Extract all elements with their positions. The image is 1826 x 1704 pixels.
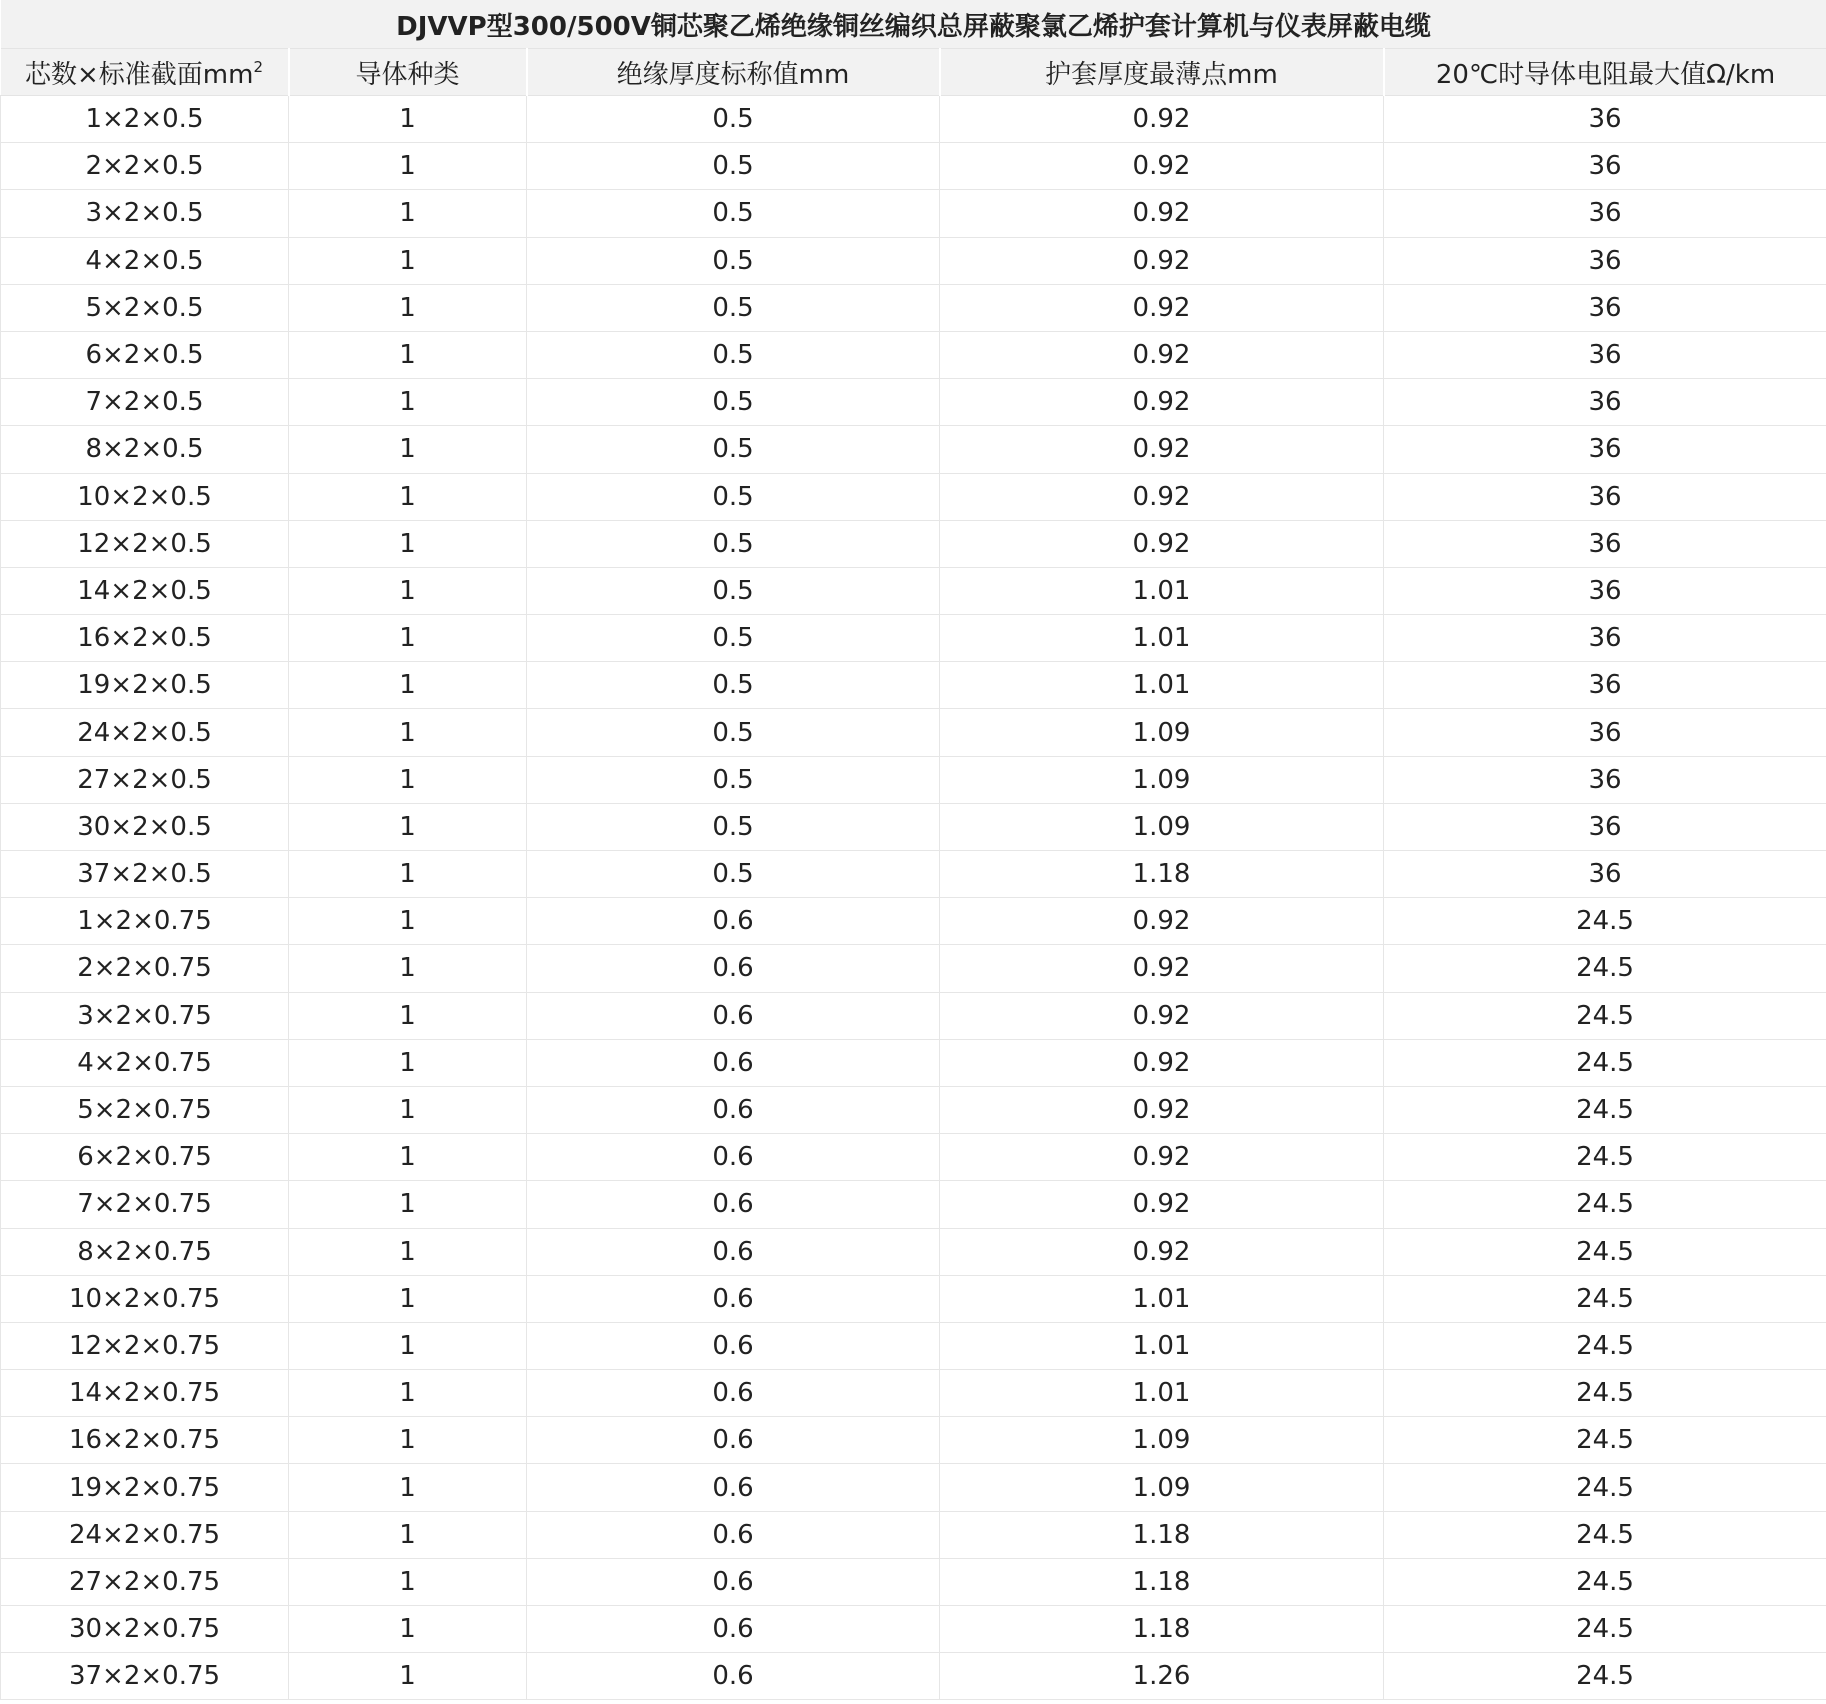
cell-insulation-thickness: 0.6: [527, 1275, 940, 1322]
cell-core-section: 4×2×0.75: [1, 1039, 289, 1086]
table-row: [1, 473, 1826, 520]
cell-conductor-resistance: 36: [1384, 284, 1826, 331]
header-row: [1, 49, 1826, 96]
cell-sheath-thickness: 1.18: [940, 1511, 1384, 1558]
header-core-section-superscript: 2: [253, 57, 263, 76]
cell-sheath-thickness: 0.92: [940, 379, 1384, 426]
cell-insulation-thickness: 0.5: [527, 331, 940, 378]
cell-conductor-type: 1: [289, 1511, 527, 1558]
cell-insulation-thickness: 0.5: [527, 190, 940, 237]
table-row: [1, 237, 1826, 284]
cell-conductor-type: 1: [289, 1181, 527, 1228]
cell-conductor-resistance: 24.5: [1384, 945, 1826, 992]
cell-conductor-type: 1: [289, 520, 527, 567]
cell-conductor-resistance: 24.5: [1384, 1086, 1826, 1133]
cell-sheath-thickness: 1.18: [940, 1606, 1384, 1653]
cell-conductor-resistance: 24.5: [1384, 1653, 1826, 1700]
table-row: [1, 567, 1826, 614]
cell-core-section: 37×2×0.5: [1, 851, 289, 898]
cell-insulation-thickness: 0.6: [527, 1558, 940, 1605]
cell-sheath-thickness: 1.01: [940, 1275, 1384, 1322]
cell-conductor-resistance: 24.5: [1384, 1322, 1826, 1369]
cell-core-section: 10×2×0.75: [1, 1275, 289, 1322]
table-row: [1, 1275, 1826, 1322]
cell-insulation-thickness: 0.5: [527, 520, 940, 567]
cell-core-section: 24×2×0.5: [1, 709, 289, 756]
cell-core-section: 16×2×0.5: [1, 615, 289, 662]
cell-conductor-resistance: 24.5: [1384, 898, 1826, 945]
cell-conductor-type: 1: [289, 284, 527, 331]
header-conductor-resistance: 20℃时导体电阻最大值Ω/km: [1384, 49, 1826, 96]
cell-insulation-thickness: 0.5: [527, 473, 940, 520]
cell-sheath-thickness: 0.92: [940, 96, 1384, 143]
cell-conductor-resistance: 24.5: [1384, 1558, 1826, 1605]
table-row: [1, 662, 1826, 709]
cell-core-section: 7×2×0.75: [1, 1181, 289, 1228]
cell-conductor-type: 1: [289, 190, 527, 237]
cell-conductor-resistance: 36: [1384, 567, 1826, 614]
cell-core-section: 19×2×0.75: [1, 1464, 289, 1511]
cell-sheath-thickness: 1.18: [940, 1558, 1384, 1605]
cell-sheath-thickness: 0.92: [940, 1039, 1384, 1086]
cell-core-section: 3×2×0.5: [1, 190, 289, 237]
cell-insulation-thickness: 0.6: [527, 1181, 940, 1228]
cell-core-section: 12×2×0.5: [1, 520, 289, 567]
table-row: [1, 1322, 1826, 1369]
cell-sheath-thickness: 0.92: [940, 473, 1384, 520]
cell-conductor-type: 1: [289, 615, 527, 662]
cell-sheath-thickness: 1.09: [940, 803, 1384, 850]
header-insulation-thickness: 绝缘厚度标称值mm: [527, 49, 940, 96]
cell-sheath-thickness: 1.01: [940, 567, 1384, 614]
cell-conductor-resistance: 24.5: [1384, 1228, 1826, 1275]
cell-conductor-type: 1: [289, 756, 527, 803]
cell-insulation-thickness: 0.5: [527, 709, 940, 756]
cell-conductor-type: 1: [289, 1086, 527, 1133]
cell-core-section: 19×2×0.5: [1, 662, 289, 709]
cell-insulation-thickness: 0.6: [527, 1464, 940, 1511]
table-row: [1, 1653, 1826, 1700]
table-row: [1, 1606, 1826, 1653]
cell-insulation-thickness: 0.5: [527, 567, 940, 614]
cell-core-section: 30×2×0.75: [1, 1606, 289, 1653]
header-sheath-thickness: 护套厚度最薄点mm: [940, 49, 1384, 96]
cell-conductor-resistance: 24.5: [1384, 1417, 1826, 1464]
cell-core-section: 8×2×0.75: [1, 1228, 289, 1275]
table-row: [1, 143, 1826, 190]
cell-conductor-type: 1: [289, 1275, 527, 1322]
cell-core-section: 16×2×0.75: [1, 1417, 289, 1464]
cell-conductor-resistance: 36: [1384, 756, 1826, 803]
cell-conductor-type: 1: [289, 1228, 527, 1275]
cell-insulation-thickness: 0.6: [527, 1370, 940, 1417]
cell-insulation-thickness: 0.6: [527, 1417, 940, 1464]
cell-conductor-type: 1: [289, 1134, 527, 1181]
table-body: [1, 96, 1826, 1700]
cell-conductor-type: 1: [289, 1417, 527, 1464]
cell-insulation-thickness: 0.5: [527, 284, 940, 331]
table-row: [1, 1511, 1826, 1558]
cell-conductor-resistance: 24.5: [1384, 992, 1826, 1039]
cell-insulation-thickness: 0.6: [527, 898, 940, 945]
table-row: [1, 992, 1826, 1039]
cell-conductor-resistance: 24.5: [1384, 1606, 1826, 1653]
cell-conductor-type: 1: [289, 1464, 527, 1511]
cell-core-section: 1×2×0.5: [1, 96, 289, 143]
cell-insulation-thickness: 0.6: [527, 1228, 940, 1275]
table-row: [1, 1558, 1826, 1605]
cell-core-section: 6×2×0.5: [1, 331, 289, 378]
cell-conductor-resistance: 36: [1384, 615, 1826, 662]
cell-conductor-resistance: 36: [1384, 96, 1826, 143]
table-row: [1, 851, 1826, 898]
cell-conductor-type: 1: [289, 331, 527, 378]
cell-conductor-type: 1: [289, 567, 527, 614]
cell-core-section: 2×2×0.75: [1, 945, 289, 992]
cell-sheath-thickness: 1.18: [940, 851, 1384, 898]
cell-conductor-resistance: 36: [1384, 520, 1826, 567]
cell-sheath-thickness: 0.92: [940, 992, 1384, 1039]
table-row: [1, 1086, 1826, 1133]
cell-core-section: 12×2×0.75: [1, 1322, 289, 1369]
cell-conductor-resistance: 36: [1384, 803, 1826, 850]
cell-conductor-type: 1: [289, 1039, 527, 1086]
cell-conductor-type: 1: [289, 662, 527, 709]
header-conductor-type: 导体种类: [289, 49, 527, 96]
cell-conductor-type: 1: [289, 237, 527, 284]
cell-conductor-type: 1: [289, 1606, 527, 1653]
cell-sheath-thickness: 0.92: [940, 520, 1384, 567]
cell-insulation-thickness: 0.5: [527, 237, 940, 284]
table-row: [1, 1228, 1826, 1275]
cell-conductor-type: 1: [289, 143, 527, 190]
cell-insulation-thickness: 0.6: [527, 945, 940, 992]
cell-sheath-thickness: 0.92: [940, 190, 1384, 237]
cell-insulation-thickness: 0.5: [527, 426, 940, 473]
table-row: [1, 520, 1826, 567]
table-row: [1, 426, 1826, 473]
table-row: [1, 190, 1826, 237]
cell-insulation-thickness: 0.6: [527, 1322, 940, 1369]
table-row: [1, 379, 1826, 426]
cell-sheath-thickness: 0.92: [940, 945, 1384, 992]
cell-insulation-thickness: 0.6: [527, 992, 940, 1039]
cell-sheath-thickness: 0.92: [940, 1228, 1384, 1275]
cell-sheath-thickness: 1.01: [940, 1322, 1384, 1369]
cell-conductor-resistance: 36: [1384, 709, 1826, 756]
cell-core-section: 27×2×0.5: [1, 756, 289, 803]
cell-conductor-type: 1: [289, 851, 527, 898]
cell-core-section: 14×2×0.75: [1, 1370, 289, 1417]
cell-sheath-thickness: 1.01: [940, 662, 1384, 709]
cell-sheath-thickness: 0.92: [940, 426, 1384, 473]
cell-core-section: 1×2×0.75: [1, 898, 289, 945]
table-row: [1, 1134, 1826, 1181]
cell-conductor-type: 1: [289, 1370, 527, 1417]
table-row: [1, 284, 1826, 331]
cell-core-section: 6×2×0.75: [1, 1134, 289, 1181]
cell-conductor-type: 1: [289, 992, 527, 1039]
cell-conductor-resistance: 36: [1384, 379, 1826, 426]
table-row: [1, 1181, 1826, 1228]
cell-core-section: 30×2×0.5: [1, 803, 289, 850]
cell-sheath-thickness: 1.01: [940, 1370, 1384, 1417]
cell-conductor-resistance: 36: [1384, 851, 1826, 898]
table-row: [1, 1039, 1826, 1086]
cell-sheath-thickness: 1.09: [940, 709, 1384, 756]
cell-insulation-thickness: 0.5: [527, 803, 940, 850]
cell-core-section: 4×2×0.5: [1, 237, 289, 284]
cell-sheath-thickness: 1.09: [940, 1464, 1384, 1511]
cell-insulation-thickness: 0.6: [527, 1086, 940, 1133]
table-row: [1, 1464, 1826, 1511]
table-row: [1, 756, 1826, 803]
cell-insulation-thickness: 0.5: [527, 615, 940, 662]
cell-conductor-type: 1: [289, 709, 527, 756]
table-row: [1, 1370, 1826, 1417]
table-row: [1, 945, 1826, 992]
table-row: [1, 331, 1826, 378]
table-row: [1, 709, 1826, 756]
cell-sheath-thickness: 1.09: [940, 1417, 1384, 1464]
cell-sheath-thickness: 0.92: [940, 1181, 1384, 1228]
cell-insulation-thickness: 0.6: [527, 1606, 940, 1653]
cell-insulation-thickness: 0.5: [527, 379, 940, 426]
table-row: [1, 615, 1826, 662]
cell-sheath-thickness: 1.01: [940, 615, 1384, 662]
cell-sheath-thickness: 1.09: [940, 756, 1384, 803]
cell-conductor-resistance: 36: [1384, 426, 1826, 473]
cell-conductor-resistance: 24.5: [1384, 1134, 1826, 1181]
cell-sheath-thickness: 1.26: [940, 1653, 1384, 1700]
cell-insulation-thickness: 0.6: [527, 1653, 940, 1700]
cell-conductor-resistance: 24.5: [1384, 1039, 1826, 1086]
cell-conductor-resistance: 36: [1384, 143, 1826, 190]
cell-conductor-type: 1: [289, 1653, 527, 1700]
cell-core-section: 37×2×0.75: [1, 1653, 289, 1700]
cell-conductor-resistance: 36: [1384, 662, 1826, 709]
cell-sheath-thickness: 0.92: [940, 1134, 1384, 1181]
cell-core-section: 7×2×0.5: [1, 379, 289, 426]
cell-conductor-type: 1: [289, 945, 527, 992]
table-row: [1, 96, 1826, 143]
title-row: [1, 0, 1826, 49]
cell-conductor-type: 1: [289, 96, 527, 143]
cell-core-section: 5×2×0.5: [1, 284, 289, 331]
cell-insulation-thickness: 0.6: [527, 1511, 940, 1558]
cell-conductor-resistance: 36: [1384, 190, 1826, 237]
table-row: [1, 1417, 1826, 1464]
cell-conductor-type: 1: [289, 379, 527, 426]
cell-conductor-type: 1: [289, 473, 527, 520]
cell-insulation-thickness: 0.6: [527, 1134, 940, 1181]
cell-conductor-resistance: 24.5: [1384, 1275, 1826, 1322]
cell-conductor-resistance: 36: [1384, 237, 1826, 284]
cell-core-section: 3×2×0.75: [1, 992, 289, 1039]
cell-conductor-type: 1: [289, 426, 527, 473]
cell-conductor-resistance: 24.5: [1384, 1511, 1826, 1558]
header-core-section: [1, 49, 289, 96]
cell-conductor-type: 1: [289, 803, 527, 850]
table-title: DJVVP型300/500V铜芯聚乙烯绝缘铜丝编织总屏蔽聚氯乙烯护套计算机与仪表屏蔽电缆: [1, 0, 1826, 49]
cell-conductor-type: 1: [289, 1322, 527, 1369]
cell-core-section: 5×2×0.75: [1, 1086, 289, 1133]
cell-insulation-thickness: 0.5: [527, 851, 940, 898]
cell-core-section: 2×2×0.5: [1, 143, 289, 190]
cell-conductor-resistance: 24.5: [1384, 1370, 1826, 1417]
cell-insulation-thickness: 0.5: [527, 143, 940, 190]
cell-core-section: 24×2×0.75: [1, 1511, 289, 1558]
cell-sheath-thickness: 0.92: [940, 237, 1384, 284]
cell-core-section: 8×2×0.5: [1, 426, 289, 473]
header-core-section-text: 芯数×标准截面mm: [25, 59, 254, 90]
cell-conductor-resistance: 36: [1384, 331, 1826, 378]
cell-insulation-thickness: 0.5: [527, 96, 940, 143]
table-row: [1, 803, 1826, 850]
table-row: [1, 898, 1826, 945]
cell-insulation-thickness: 0.6: [527, 1039, 940, 1086]
cell-core-section: 27×2×0.75: [1, 1558, 289, 1605]
cell-sheath-thickness: 0.92: [940, 331, 1384, 378]
cell-sheath-thickness: 0.92: [940, 898, 1384, 945]
cell-insulation-thickness: 0.5: [527, 756, 940, 803]
cell-conductor-type: 1: [289, 898, 527, 945]
cell-sheath-thickness: 0.92: [940, 1086, 1384, 1133]
cell-conductor-resistance: 24.5: [1384, 1181, 1826, 1228]
cell-core-section: 14×2×0.5: [1, 567, 289, 614]
cell-core-section: 10×2×0.5: [1, 473, 289, 520]
cell-insulation-thickness: 0.5: [527, 662, 940, 709]
cell-sheath-thickness: 0.92: [940, 143, 1384, 190]
cell-sheath-thickness: 0.92: [940, 284, 1384, 331]
cell-conductor-resistance: 24.5: [1384, 1464, 1826, 1511]
cell-conductor-type: 1: [289, 1558, 527, 1605]
cell-conductor-resistance: 36: [1384, 473, 1826, 520]
